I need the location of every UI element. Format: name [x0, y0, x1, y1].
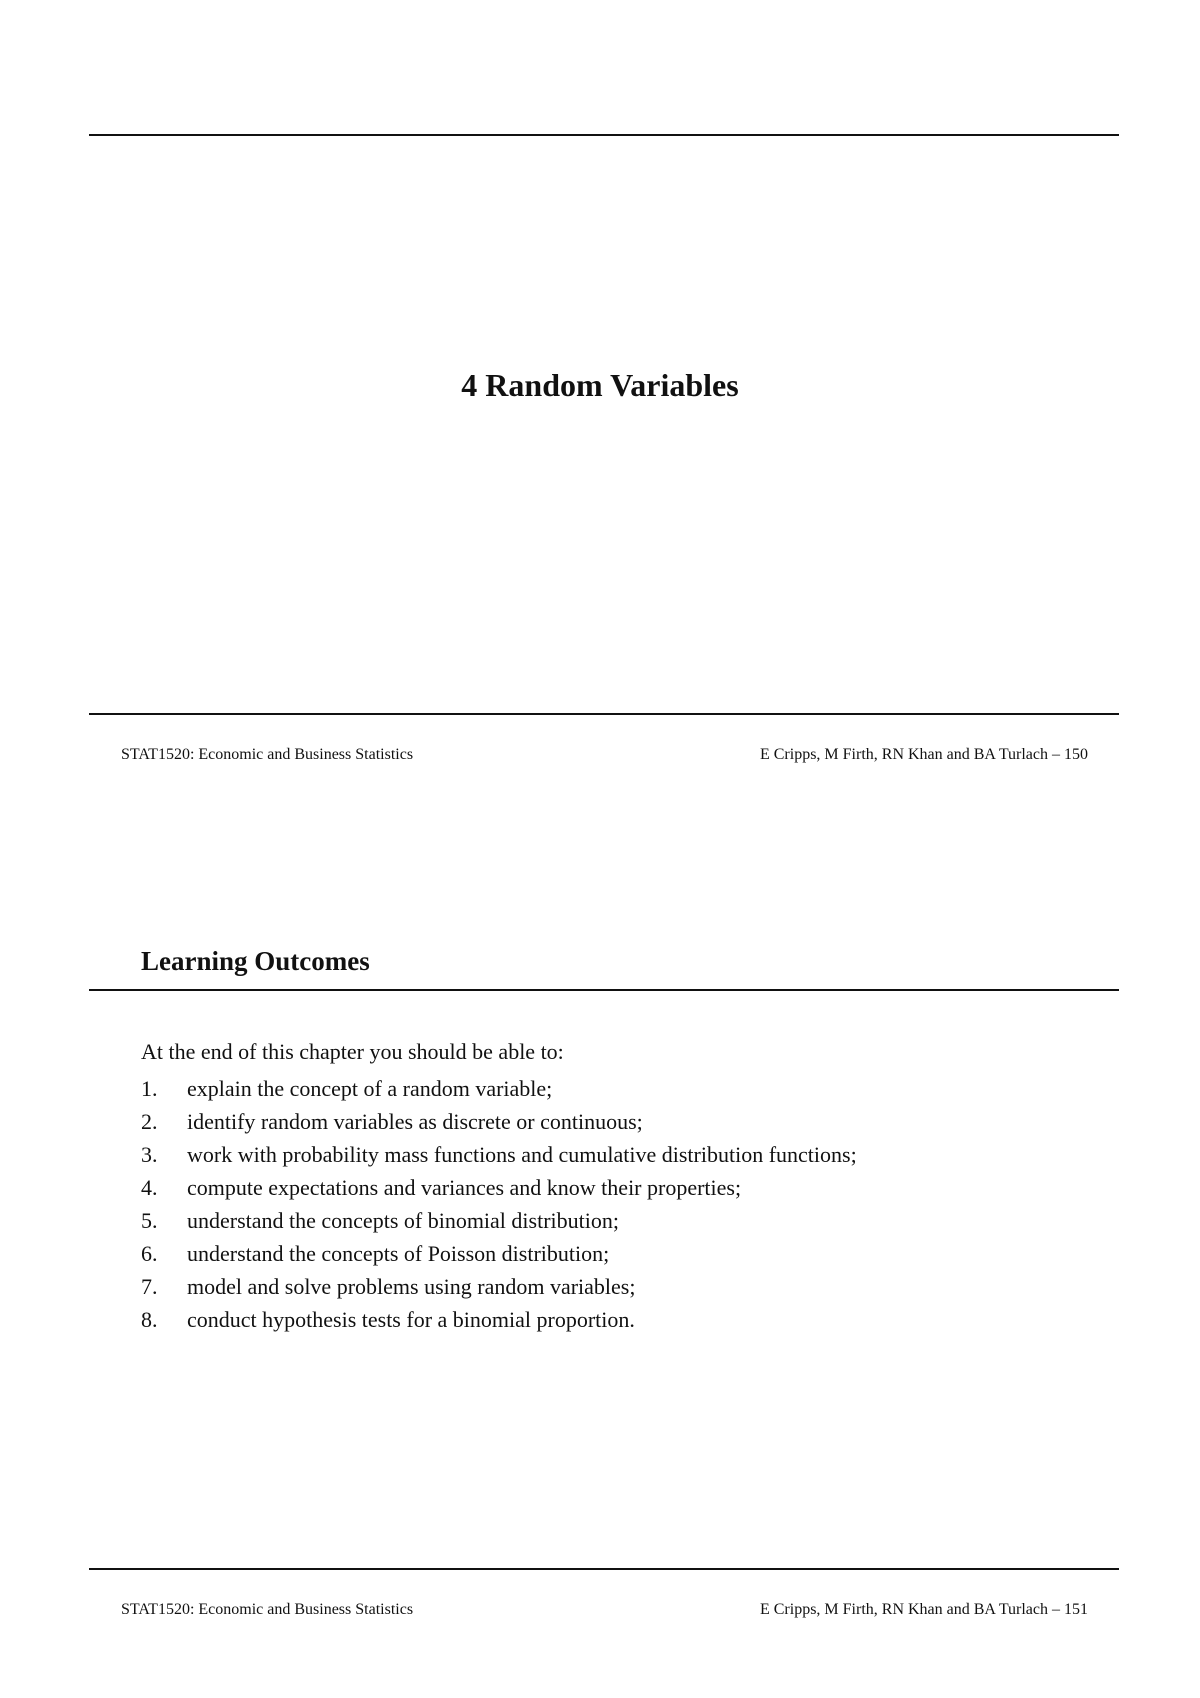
slide1-footer-course: STAT1520: Economic and Business Statistics [121, 746, 414, 763]
slide1-title: 4 Random Variables [461, 367, 739, 403]
list-item-number: 2. [141, 1109, 158, 1134]
outcomes-list [141, 1072, 857, 1336]
list-item [141, 1072, 857, 1105]
slide2-heading-rule [89, 989, 1119, 991]
list-item-text: conduct hypothesis tests for a binomial proportion. [187, 1307, 635, 1332]
slide1-footer-authors: E Cripps, M Firth, RN Khan and BA Turlach – 150 [759, 746, 1088, 763]
slide2-footer-authors: E Cripps, M Firth, RN Khan and BA Turlach – 151 [759, 1601, 1088, 1618]
list-item [141, 1171, 857, 1204]
list-item-text: understand the concepts of binomial distribution; [187, 1208, 619, 1233]
list-item-number: 6. [141, 1241, 158, 1266]
list-item-text: identify random variables as discrete or continuous; [187, 1109, 643, 1134]
list-item-text: explain the concept of a random variable; [187, 1076, 553, 1101]
list-item [141, 1138, 857, 1171]
slide2-footer-course: STAT1520: Economic and Business Statistics [121, 1601, 414, 1618]
list-item [141, 1303, 857, 1336]
slide1-bottom-rule [89, 713, 1119, 715]
list-item-number: 7. [141, 1274, 158, 1299]
list-item-text: compute expectations and variances and know their properties; [187, 1175, 742, 1200]
list-item [141, 1204, 857, 1237]
list-item [141, 1237, 857, 1270]
learning-outcomes-heading: Learning Outcomes [141, 946, 370, 976]
slide1-top-rule [89, 134, 1119, 136]
list-item-text: model and solve problems using random variables; [187, 1274, 636, 1299]
list-item-number: 3. [141, 1142, 158, 1167]
list-item-text: understand the concepts of Poisson distribution; [187, 1241, 610, 1266]
list-item-number: 1. [141, 1076, 158, 1101]
list-item-text: work with probability mass functions and cumulative distribution functions; [187, 1142, 857, 1167]
outcomes-intro: At the end of this chapter you should be able to: [141, 1039, 564, 1064]
slide2-bottom-rule [89, 1568, 1119, 1570]
list-item [141, 1270, 857, 1303]
list-item-number: 4. [141, 1175, 158, 1200]
list-item-number: 5. [141, 1208, 158, 1233]
list-item-number: 8. [141, 1307, 158, 1332]
list-item [141, 1105, 857, 1138]
